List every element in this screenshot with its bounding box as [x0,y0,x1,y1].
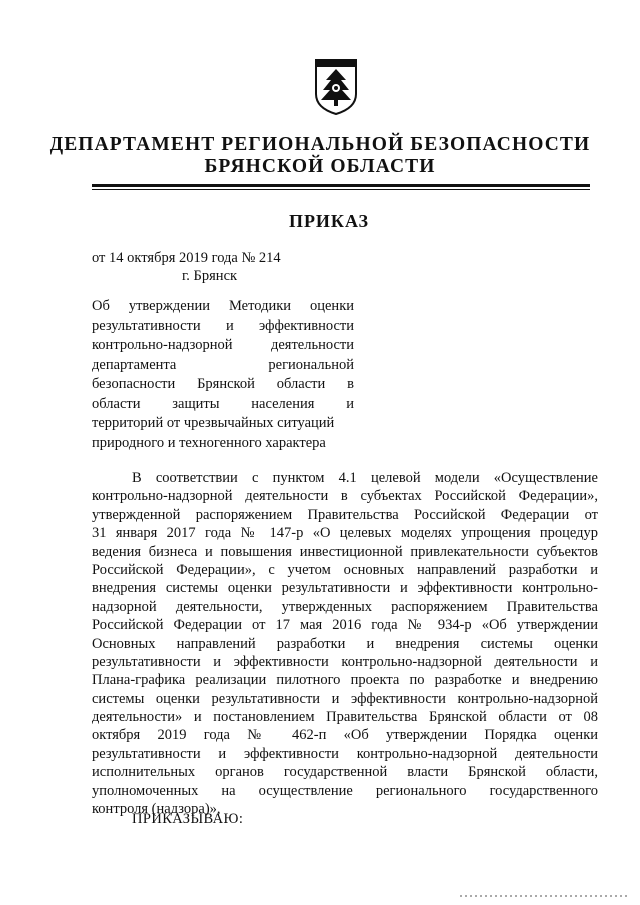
body-line: 31 января 2017 года № 147-р «О целевых моделях упрощения процедур [92,525,598,542]
subject-word: в [347,376,354,392]
department-name-line2: БРЯНСКОЙ ОБЛАСТИ [204,156,436,177]
department-name-line1: ДЕПАРТАМЕНТ РЕГИОНАЛЬНОЙ БЕЗОПАСНОСТИ [49,134,591,155]
header-rule-thick [92,184,590,187]
body-line: Российской Федерации», с учетом основных направлений разработки и [92,561,598,578]
body-line: октября 2019 года № 462-п «Об утверждении Порядка оценки [92,727,598,744]
subject-word: области [276,376,326,392]
subject-line [92,434,354,454]
document-title: ПРИКАЗ [288,211,370,231]
subject-word: области [92,395,141,412]
subject-word: результативности [92,317,201,334]
subject-word: утверждении [128,298,210,314]
body-line: Плана-графика реализации пилотного проекта по разработке и внедрению [92,672,598,689]
subject-word: и [225,317,234,334]
body-line: утвержденной распоряжением Правительства Российской Федерации от [92,506,598,523]
subject-word: оценки [309,298,354,314]
body-line: Российской Федерации от 17 мая 2016 года № 934-р «Об утверждении [92,617,598,634]
document-subject [92,297,354,453]
subject-line [92,375,354,395]
bryansk-coat-of-arms-icon [314,58,358,116]
body-line: внедрения системы оценки результативности и эффективности контрольно- [92,580,598,597]
subject-word: защиты [172,395,220,412]
subject-word: деятельности [270,337,354,353]
body-line: системы оценки результативности и эффективности контрольно-надзорной [92,690,598,707]
subject-word: Об [92,298,110,314]
subject-word: безопасности [92,376,176,392]
order-word: ПРИКАЗЫВАЮ: [132,811,244,827]
subject-line [92,414,354,434]
body-line: контрольно-надзорной деятельности в субъектах Российской Федерации», [92,488,598,505]
document-body [92,469,598,818]
document-date-number: от 14 октября 2019 года № 214 [92,250,281,266]
body-line: уполномоченных на осуществление регионального государственного [92,782,598,799]
body-line: надзорной деятельности, утвержденных распоряжением Правительства [92,598,598,615]
registration-stamp-mark [460,893,630,899]
subject-line [92,395,354,415]
body-line: деятельности» и постановлением Правительства Брянской области от 08 [92,709,598,726]
body-line: ведения бизнеса и повышения инвестиционной привлекательности субъектов [92,543,598,560]
subject-word: населения [251,395,315,412]
subject-word: территорий от чрезвычайных ситуаций [92,415,335,431]
body-line: контроля (надзора)», [92,801,221,818]
body-line: результативности и эффективности контрольно-надзорной деятельности [92,745,598,762]
subject-line [92,297,354,317]
document-city: г. Брянск [182,268,238,284]
body-line: В соответствии с пунктом 4.1 целевой модели «Осуществление [132,470,598,486]
header-rule-thin [92,189,590,190]
subject-word: контрольно-надзорной [92,337,233,353]
body-line: исполнительных органов государственной власти Брянской области, [92,764,598,781]
body-line: Основных направлений разработки и внедрения системы оценки [92,635,598,652]
body-line: результативности и эффективности контрольно-надзорной деятельности и [92,653,598,670]
subject-line [92,356,354,376]
subject-line [92,336,354,356]
subject-word: и [346,395,354,412]
subject-word: Брянской [197,376,255,392]
subject-line [92,317,354,337]
subject-word: природного и техногенного характера [92,434,326,451]
subject-word: департамента [92,356,177,373]
subject-word: эффективности [259,317,354,334]
subject-word: региональной [268,356,354,373]
subject-word: Методики [228,298,292,314]
